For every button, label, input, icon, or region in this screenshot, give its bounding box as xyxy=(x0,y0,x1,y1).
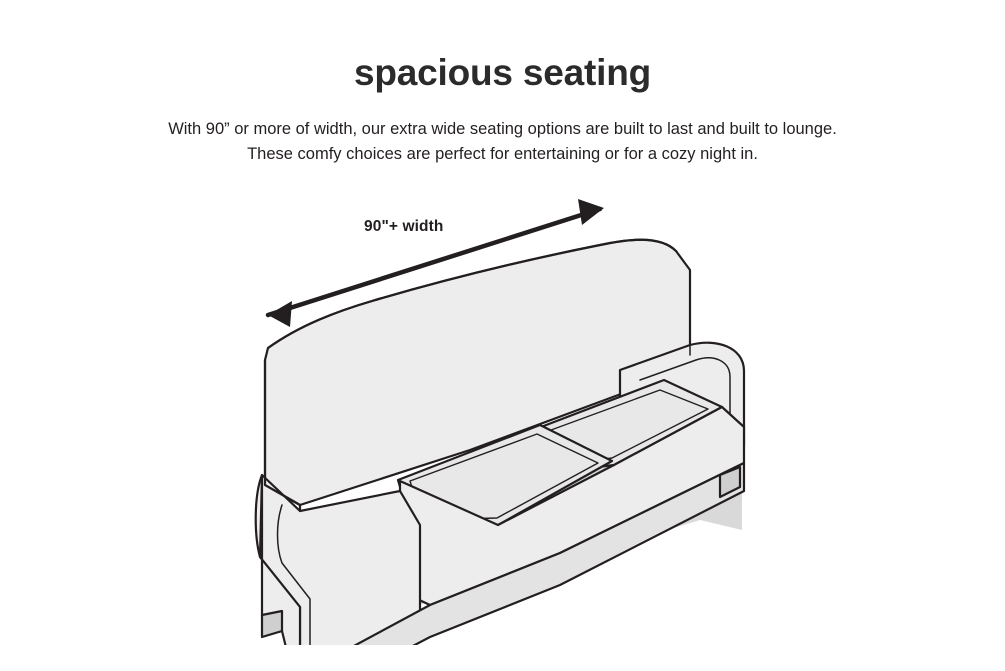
description-line-2: These comfy choices are perfect for entertaining or for a cozy night in. xyxy=(247,145,758,163)
sofa-drawing xyxy=(0,175,1005,645)
width-dimension-label: 90"+ width xyxy=(364,218,444,235)
description-text xyxy=(0,117,1005,167)
page-title: spacious seating xyxy=(353,52,651,93)
sofa-body xyxy=(256,240,744,645)
description-line-1: With 90” or more of width, our extra wide seating options are built to last and built to lounge. xyxy=(168,120,837,138)
sofa-illustration xyxy=(0,175,1005,645)
sofa-foot-left-side xyxy=(262,611,282,637)
